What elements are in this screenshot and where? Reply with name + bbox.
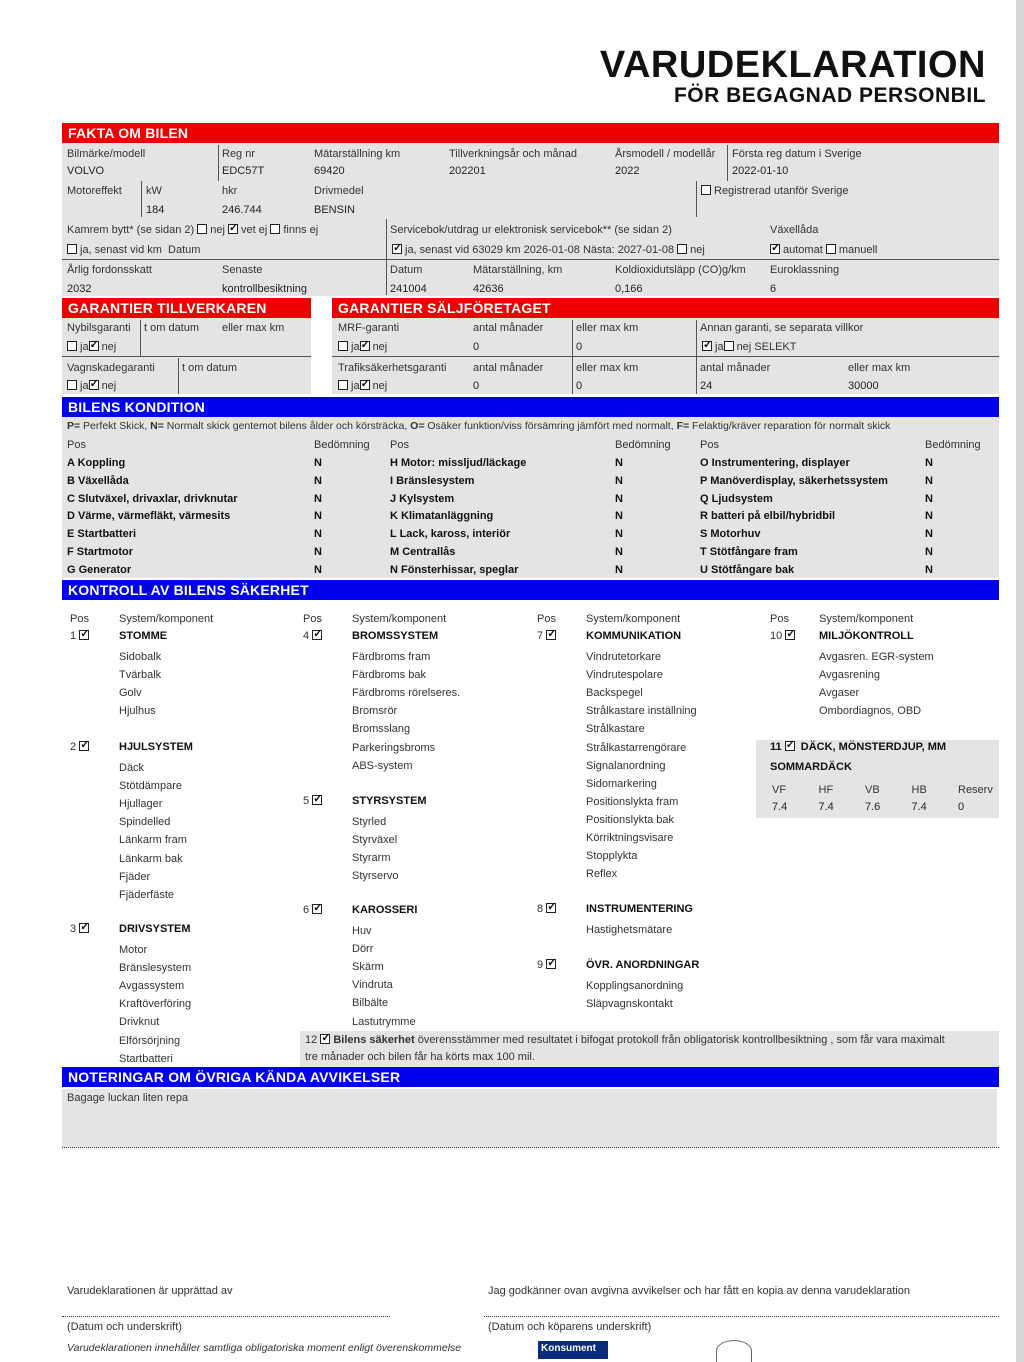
group-number-text: 6 — [303, 904, 310, 916]
component-item: Vindruta — [352, 979, 393, 992]
bedomning-header-2: Bedömning — [615, 439, 671, 451]
servicebok-ja-checkbox[interactable] — [392, 244, 402, 254]
component-item: Sidobalk — [119, 651, 162, 663]
condition-item-label: Q Ljudsystem — [700, 492, 773, 505]
component-item: Strålkastare — [586, 723, 645, 736]
component-item: Sidomarkering — [586, 777, 657, 790]
kw-label: kW — [146, 185, 162, 197]
buyer-signature-line[interactable] — [484, 1316, 999, 1317]
pos-header-3: Pos — [700, 439, 719, 451]
group-11-checkbox[interactable] — [785, 741, 795, 751]
component-item: Vindrutetorkare — [586, 651, 662, 663]
vagnskada-tom-label: t om datum — [182, 362, 238, 374]
component-item: Tvärbalk — [119, 669, 162, 682]
component-item: Strålkastarrengörare — [586, 741, 687, 754]
annan-manader-value: 24 — [700, 380, 713, 392]
section-header-sakerhet: KONTROLL AV BILENS SÄKERHET — [62, 580, 999, 600]
section-header-garantier-tillverkaren: GARANTIER TILLVERKAREN — [62, 298, 311, 318]
condition-item-label: C Slutväxel, drivaxlar, drivknutar — [67, 492, 238, 505]
component-item: Stopplykta — [586, 850, 638, 863]
mrf-label: MRF-garanti — [338, 322, 400, 334]
servicebok-label: Servicebok/utdrag ur elektronisk servicebok** (se sidan 2) — [390, 224, 672, 236]
kondition-legend: P= Perfekt Skick, N= Normalt skick gentemot bilens ålder och körsträcka, O= Osäker funktion/viss försämring jämfört med normalt, F= Felaktig/kräver reparation för normalt skick — [67, 420, 891, 432]
servicebok-nej-checkbox[interactable] — [677, 244, 687, 254]
component-item: Stötdämpare — [119, 780, 182, 793]
condition-item-rating: N — [615, 492, 623, 505]
condition-item-label: B Växellåda — [67, 474, 129, 487]
annan-manader-label: antal månader — [700, 362, 771, 374]
component-item: Färdbroms rörelseres. — [352, 687, 461, 700]
tyre-depth-value: 7.6 — [865, 801, 881, 813]
trafik-nej-checkbox[interactable] — [360, 380, 370, 390]
component-item: Signalanordning — [586, 759, 666, 772]
bilmarke-value: VOLVO — [67, 165, 105, 177]
condition-item-rating: N — [314, 546, 322, 558]
group-number — [70, 630, 92, 642]
reg-utanfor-checkbox[interactable]: Registrerad utanför Sverige — [701, 185, 849, 197]
component-item: Backspegel — [586, 687, 643, 700]
euro-label: Euroklassning — [770, 264, 840, 276]
trafik-km-label: eller max km — [576, 362, 639, 374]
section-header-garantier-saljforetaget: GARANTIER SÄLJFÖRETAGET — [332, 298, 999, 318]
nybil-tom-label: t om datum — [144, 322, 200, 334]
annan-km-value: 30000 — [848, 380, 879, 392]
condition-item-label: R batteri på elbil/hybridbil — [700, 510, 836, 523]
component-item: Elförsörjning — [119, 1034, 181, 1047]
component-item: Skärm — [352, 961, 384, 974]
component-item: Motor — [119, 944, 148, 956]
bilmarke-label: Bilmärke/modell — [67, 148, 146, 160]
condition-item-label: T Stötfångare fram — [700, 546, 798, 558]
component-item: Hjulhus — [119, 705, 156, 718]
matar2-label: Mätarställning, km — [473, 264, 563, 276]
tyre-position: HB — [911, 784, 927, 796]
component-item: Positionslykta bak — [586, 813, 675, 826]
bedomning-header-1: Bedömning — [314, 439, 370, 451]
tyre-depth-value: 7.4 — [818, 801, 834, 813]
trafik-choice: ja✓ nej — [338, 380, 387, 392]
vagnskada-ja-checkbox[interactable] — [67, 380, 77, 390]
g12-line1: 12 ✓ Bilens säkerhet överensstämmer med resultatet i bifogat protokoll från obligatorisk kontrollbesiktning , som får vara maximalt — [305, 1034, 945, 1046]
group-checkbox[interactable] — [546, 903, 556, 913]
group-checkbox[interactable] — [79, 923, 89, 933]
mrf-manader-label: antal månader — [473, 322, 544, 334]
hkr-value: 246.744 — [222, 204, 262, 216]
nybil-km-label: eller max km — [222, 322, 285, 334]
component-item: Fjäderfäste — [119, 888, 175, 901]
mrf-nej-checkbox[interactable] — [360, 341, 370, 351]
checkbox-icon — [701, 185, 711, 195]
skatt-value: 2032 — [67, 283, 92, 295]
sommardack-label: SOMMARDÄCK — [770, 761, 852, 773]
trafik-ja-checkbox[interactable] — [338, 380, 348, 390]
vagnskada-label: Vagnskadegaranti — [67, 362, 155, 374]
component-item: Drivknut — [119, 1016, 160, 1029]
condition-item-label: N Fönsterhissar, speglar — [390, 563, 519, 576]
tyre-position: VB — [865, 784, 880, 796]
section-header-fakta: FAKTA OM BILEN — [62, 123, 999, 143]
component-item: Däck — [119, 762, 145, 774]
component-item: Styrarm — [352, 852, 391, 865]
senaste-label: Senaste — [222, 264, 263, 276]
g12-line2: tre månader och bilen får ha körts max 100 mil. — [305, 1051, 535, 1063]
arsmodell-value: 2022 — [615, 165, 640, 177]
group-12-checkbox[interactable] — [320, 1034, 330, 1044]
condition-item-rating: N — [925, 563, 933, 576]
group-number-text: 3 — [70, 923, 77, 935]
group-number-text: 2 — [70, 741, 77, 753]
condition-item-rating: N — [925, 528, 933, 541]
motoreffekt-label: Motoreffekt — [67, 185, 122, 197]
component-item: Avgassystem — [119, 980, 185, 993]
condition-item-rating: N — [925, 492, 933, 505]
component-item: Avgasren. EGR-system — [819, 651, 934, 663]
datum-underskrift-label: (Datum och underskrift) — [67, 1321, 182, 1333]
senaste-value: kontrollbesiktning — [222, 283, 307, 295]
notes-text: Bagage luckan liten repa — [67, 1092, 189, 1104]
trafik-km-value: 0 — [576, 380, 583, 392]
kamrem-row: Kamrem bytt* (se sidan 2) nej ✓ vet ej finns ej — [67, 224, 318, 236]
nybil-nej-checkbox[interactable] — [89, 341, 99, 351]
condition-item-label: F Startmotor — [67, 546, 133, 558]
group-number — [303, 904, 325, 916]
kamrem-finnsej-checkbox[interactable] — [270, 224, 280, 234]
condition-item-label: O Instrumentering, displayer — [700, 457, 850, 469]
section-header-kondition: BILENS KONDITION — [62, 397, 999, 417]
group-number — [537, 903, 559, 915]
group-number — [770, 630, 798, 642]
section-header-noteringar: NOTERINGAR OM ÖVRIGA KÄNDA AVVIKELSER — [62, 1067, 999, 1087]
group-number — [303, 795, 325, 807]
component-item: Kopplingsanordning — [586, 980, 684, 992]
component-item: Bromsslang — [352, 723, 411, 736]
datum-label: Datum — [390, 264, 423, 276]
kamrem-label: Kamrem bytt* (se sidan 2) — [67, 224, 195, 236]
annan-choice: ✓ja nej SELEKT — [702, 341, 796, 353]
condition-item-rating: N — [615, 474, 623, 487]
mrf-choice: ja✓ nej — [338, 341, 387, 353]
group-number — [537, 959, 559, 971]
upprattad-label: Varudeklarationen är upprättad av — [67, 1285, 233, 1297]
condition-item-label: M Centrallås — [390, 546, 456, 558]
annan-label: Annan garanti, se separata villkor — [700, 322, 864, 334]
component-item: Färdbroms bak — [352, 669, 426, 682]
mrf-km-label: eller max km — [576, 322, 639, 334]
component-item: Hjullager — [119, 798, 163, 811]
sak-system-header-2: System/komponent — [352, 613, 447, 625]
group-number — [303, 630, 325, 642]
godkanner-label: Jag godkänner ovan avgivna avvikelser och har fått en kopia av denna varudeklaration — [488, 1285, 910, 1297]
component-item: Parkeringsbroms — [352, 741, 436, 754]
condition-item-label: D Värme, värmefläkt, värmesits — [67, 510, 231, 523]
condition-item-rating: N — [314, 563, 322, 576]
condition-item-label: L Lack, kaross, interiör — [390, 528, 511, 541]
automat-checkbox[interactable] — [770, 244, 780, 254]
matar-value: 69420 — [314, 165, 345, 177]
kamrem-ja-row: ja, senast vid km Datum — [67, 244, 200, 256]
disclaimer-text: Varudeklarationen innehåller samtliga obligatoriska moment enligt överenskommelse — [67, 1342, 462, 1354]
group-title: BROMSSYSTEM — [352, 630, 439, 642]
koldioxid-value: 0,166 — [615, 283, 643, 295]
servicebok-row: ✓ja, senast vid 63029 km 2026-01-08 Nästa: 2027-01-08 nej — [392, 244, 705, 256]
component-item: Avgasrening — [819, 669, 880, 682]
group-checkbox[interactable] — [785, 630, 795, 640]
component-item: Färdbroms fram — [352, 651, 431, 663]
group-checkbox[interactable] — [312, 630, 322, 640]
condition-item-label: P Manöverdisplay, säkerhetssystem — [700, 474, 888, 487]
manuell-checkbox[interactable] — [826, 244, 836, 254]
euro-value: 6 — [770, 283, 777, 295]
nybil-label: Nybilsgaranti — [67, 322, 131, 334]
tyre-depth-value: 0 — [958, 801, 965, 813]
vaxellada-row: ✓automat manuell — [770, 244, 877, 256]
bedomning-header-3: Bedömning — [925, 439, 981, 451]
group-checkbox[interactable] — [546, 630, 556, 640]
condition-item-label: H Motor: missljud/läckage — [390, 457, 527, 469]
forsta-value: 2022-01-10 — [732, 165, 789, 177]
condition-item-rating: N — [615, 563, 623, 576]
datum-kopare-label: (Datum och köparens underskrift) — [488, 1321, 652, 1333]
group-number — [70, 923, 92, 935]
group-title: STOMME — [119, 630, 168, 642]
group-number — [70, 741, 92, 753]
kamrem-nej-checkbox[interactable] — [197, 224, 207, 234]
sak-pos-header-2: Pos — [303, 613, 322, 625]
component-item: Strålkastare inställning — [586, 705, 697, 718]
group-title: STYRSYSTEM — [352, 795, 427, 807]
condition-item-label: U Stötfångare bak — [700, 563, 795, 576]
condition-item-rating: N — [615, 510, 623, 523]
component-item: Vindrutespolare — [586, 669, 663, 682]
condition-item-rating: N — [615, 546, 623, 558]
group-number-text: 5 — [303, 795, 310, 807]
component-item: Bilbälte — [352, 997, 389, 1010]
condition-item-label: E Startbatteri — [67, 528, 137, 541]
pos-header-1: Pos — [67, 439, 86, 451]
group-checkbox[interactable] — [79, 630, 89, 640]
tyre-position: HF — [818, 784, 834, 796]
component-item: Dörr — [352, 943, 374, 956]
nybil-ja-checkbox[interactable] — [67, 341, 77, 351]
component-item: Hastighetsmätare — [586, 924, 673, 936]
group-number-text: 9 — [537, 959, 544, 971]
component-item: Positionslykta fram — [586, 795, 679, 808]
group-title: DRIVSYSTEM — [119, 923, 191, 935]
condition-item-rating: N — [925, 510, 933, 523]
tillv-value: 202201 — [449, 165, 486, 177]
condition-item-rating: N — [615, 457, 623, 469]
vagnskada-choice: ja✓ nej — [67, 380, 116, 392]
notes-area[interactable] — [62, 1089, 997, 1147]
tillv-label: Tillverkningsår och månad — [449, 148, 577, 160]
group-checkbox[interactable] — [79, 741, 89, 751]
condition-item-label: J Kylsystem — [390, 492, 455, 505]
kw-value: 184 — [146, 204, 165, 216]
group-title: KAROSSERI — [352, 904, 418, 916]
group-title: KOMMUNIKATION — [586, 630, 682, 642]
tyre-depth-value: 7.4 — [772, 801, 788, 813]
condition-item-rating: N — [925, 474, 933, 487]
group-checkbox[interactable] — [546, 959, 556, 969]
condition-item-label: I Bränslesystem — [390, 474, 475, 487]
condition-item-label: G Generator — [67, 563, 132, 576]
sak-system-header-4: System/komponent — [819, 613, 914, 625]
component-item: ABS-system — [352, 759, 413, 772]
component-item: Lastutrymme — [352, 1015, 416, 1028]
matar-label: Mätarställning km — [314, 148, 401, 160]
component-item: Länkarm fram — [119, 834, 187, 847]
component-item: Avgaser — [819, 687, 860, 700]
annan-nej-checkbox[interactable] — [724, 341, 734, 351]
trafik-manader-label: antal månader — [473, 362, 544, 374]
sak-pos-header-3: Pos — [537, 613, 556, 625]
component-item: Styrservo — [352, 870, 399, 883]
group-number-text: 1 — [70, 630, 77, 642]
regnr-value: EDC57T — [222, 165, 265, 177]
condition-item-rating: N — [314, 457, 322, 469]
tyre-depth-value: 7.4 — [911, 801, 927, 813]
tyre-position: VF — [772, 784, 787, 796]
konsument-logo: Konsument — [538, 1341, 608, 1359]
group-number-text: 7 — [537, 630, 544, 642]
group-title: INSTRUMENTERING — [586, 903, 693, 915]
page-subtitle: FÖR BEGAGNAD PERSONBIL — [673, 84, 986, 107]
forsta-label: Första reg datum i Sverige — [732, 148, 862, 160]
condition-item-label: K Klimatanläggning — [390, 510, 494, 523]
component-item: Styrväxel — [352, 834, 398, 847]
condition-item-rating: N — [314, 492, 322, 505]
tyre-position: Reserv — [958, 784, 993, 796]
sak-pos-header-4: Pos — [770, 613, 789, 625]
component-item: Huv — [352, 925, 372, 937]
kamrem-vetej-checkbox[interactable] — [228, 224, 238, 234]
mrf-ja-checkbox[interactable] — [338, 341, 348, 351]
condition-item-label: A Koppling — [67, 457, 126, 469]
datum-value: 241004 — [390, 283, 427, 295]
vagnskada-nej-checkbox[interactable] — [89, 380, 99, 390]
page-title: VARUDEKLARATION — [599, 44, 986, 86]
sak-system-header-1: System/komponent — [119, 613, 214, 625]
mrf-km-value: 0 — [576, 341, 583, 353]
matar2-value: 42636 — [473, 283, 504, 295]
seller-signature-line[interactable] — [62, 1316, 390, 1317]
condition-item-rating: N — [314, 528, 322, 541]
group-number-text: 8 — [537, 903, 544, 915]
component-item: Körriktningsvisare — [586, 832, 674, 844]
group-number — [537, 630, 559, 642]
group-number-text: 4 — [303, 630, 310, 642]
group-title: HJULSYSTEM — [119, 741, 193, 753]
trafik-manader-value: 0 — [473, 380, 480, 392]
component-item: Släpvagnskontakt — [586, 998, 673, 1011]
regnr-label: Reg nr — [222, 148, 256, 160]
component-item: Golv — [119, 687, 142, 700]
group-11-heading: 11 ✓ DÄCK, MÖNSTERDJUP, MM — [770, 741, 946, 753]
annan-ja-checkbox[interactable] — [702, 341, 712, 351]
condition-item-rating: N — [925, 457, 933, 469]
sak-pos-header-1: Pos — [70, 613, 89, 625]
component-item: Fjäder — [119, 870, 151, 883]
condition-item-rating: N — [925, 546, 933, 558]
group-title: ÖVR. ANORDNINGAR — [586, 959, 700, 971]
condition-item-label: S Motorhuv — [700, 528, 761, 541]
group-number-text: 10 — [770, 630, 783, 642]
pos-header-2: Pos — [390, 439, 409, 451]
condition-item-rating: N — [314, 474, 322, 487]
component-item: Startbatteri — [119, 1052, 173, 1065]
vaxellada-label: Växellåda — [770, 224, 819, 236]
skatt-label: Årlig fordonsskatt — [67, 264, 152, 276]
condition-item-rating: N — [314, 510, 322, 523]
component-item: Bränslesystem — [119, 962, 192, 975]
mrf-manader-value: 0 — [473, 341, 480, 353]
nybil-choice: ja✓ nej — [67, 341, 116, 353]
kamrem-ja-checkbox[interactable] — [67, 244, 77, 254]
hkr-label: hkr — [222, 185, 238, 197]
annan-km-label: eller max km — [848, 362, 911, 374]
group-checkbox[interactable] — [312, 795, 322, 805]
arsmodell-label: Årsmodell / modellår — [615, 148, 716, 160]
condition-item-rating: N — [615, 528, 623, 541]
trafik-label: Trafiksäkerhetsgaranti — [338, 362, 447, 374]
sak-system-header-3: System/komponent — [586, 613, 681, 625]
page-edge — [1016, 0, 1024, 1362]
component-item: Spindelled — [119, 816, 171, 829]
drivmedel-value: BENSIN — [314, 204, 355, 216]
drivmedel-label: Drivmedel — [314, 185, 364, 197]
component-item: Reflex — [586, 868, 618, 881]
seal-icon — [716, 1340, 752, 1362]
component-item: Ombordiagnos, OBD — [819, 705, 922, 718]
component-item: Länkarm bak — [119, 852, 183, 865]
component-item: Bromsrör — [352, 705, 398, 718]
component-item: Styrled — [352, 816, 387, 828]
component-item: Kraftöverföring — [119, 998, 192, 1011]
group-title: MILJÖKONTROLL — [819, 630, 914, 642]
koldioxid-label: Koldioxidutsläpp (CO)g/km — [615, 264, 746, 276]
group-checkbox[interactable] — [312, 904, 322, 914]
